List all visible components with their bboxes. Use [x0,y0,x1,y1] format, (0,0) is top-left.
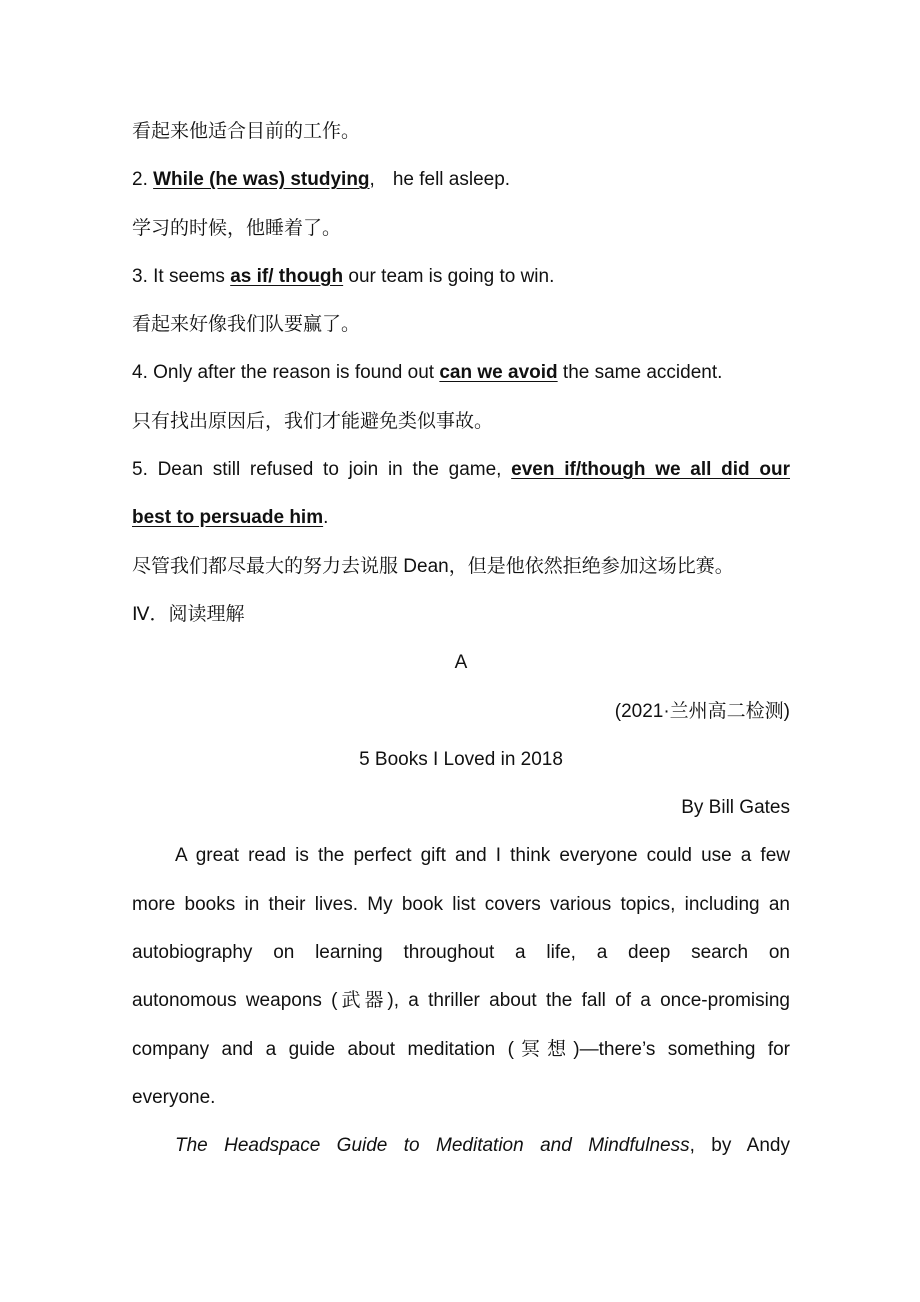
item3-answer: as if/ though [230,265,344,287]
item5-prefix: 5. Dean still refused to join in the game, [132,459,512,481]
item2 [132,156,790,204]
paragraph1-line2: more books in their lives. My book list covers various topics, including an [132,893,790,915]
item2-number: 2. [132,169,154,191]
item4-prefix: 4. Only after the reason is found out [132,362,440,384]
passage-title: 5 Books I Loved in 2018 [359,748,563,770]
item4-translation: 只有找出原因后，我们才能避免类似事故。 [132,410,494,432]
item5-answer-part2: best to persuade him [132,507,324,529]
passage-source: (2021·兰州高二检测) [614,700,790,722]
passage-byline: By Bill Gates [681,797,790,819]
item5-end: . [323,507,329,529]
item2-comma: , [369,169,375,191]
item4-answer: can we avoid [439,362,558,384]
item2-rest: he fell asleep. [392,169,511,191]
item2-answer: While (he was) studying [153,169,370,191]
paragraph1-line1: A great read is the perfect gift and I think everyone could use a few [175,845,790,867]
item2-translation: 学习的时候，他睡着了。 [132,217,342,239]
section-heading: Ⅳ．阅读理解 [132,603,245,625]
item5-line2 [132,494,790,542]
paragraph1-line4: autonomous weapons (武器), a thriller about the fall of a once-promising [132,990,790,1012]
paragraph1-line6: everyone. [132,1086,216,1108]
item4-rest: the same accident. [557,362,723,384]
item3-prefix: 3. It seems [132,265,231,287]
passage-letter: A [454,652,468,674]
item5-answer-part1: even if/though we all did our [511,459,790,481]
book-author-prefix: , by Andy [689,1135,790,1157]
paragraph2-line1 [132,1122,790,1170]
item1-translation: 看起来他适合目前的工作。 [132,121,361,142]
item5-translation: 尽管我们都尽最大的努力去说服 Dean，但是他依然拒绝参加这场比赛。 [132,555,734,577]
item3 [132,253,790,301]
paragraph1-line5: company and a guide about meditation (冥想)—there’s something for [132,1038,790,1060]
book-title: The Headspace Guide to Meditation and Mindfulness [175,1135,690,1157]
paragraph1-line3: autobiography on learning throughout a life, a deep search on [132,942,790,964]
item5-line1 [132,446,790,494]
item3-rest: our team is going to win. [343,265,555,287]
item3-translation: 看起来好像我们队要赢了。 [132,314,361,336]
document-page [132,108,790,1171]
item4 [132,349,790,397]
